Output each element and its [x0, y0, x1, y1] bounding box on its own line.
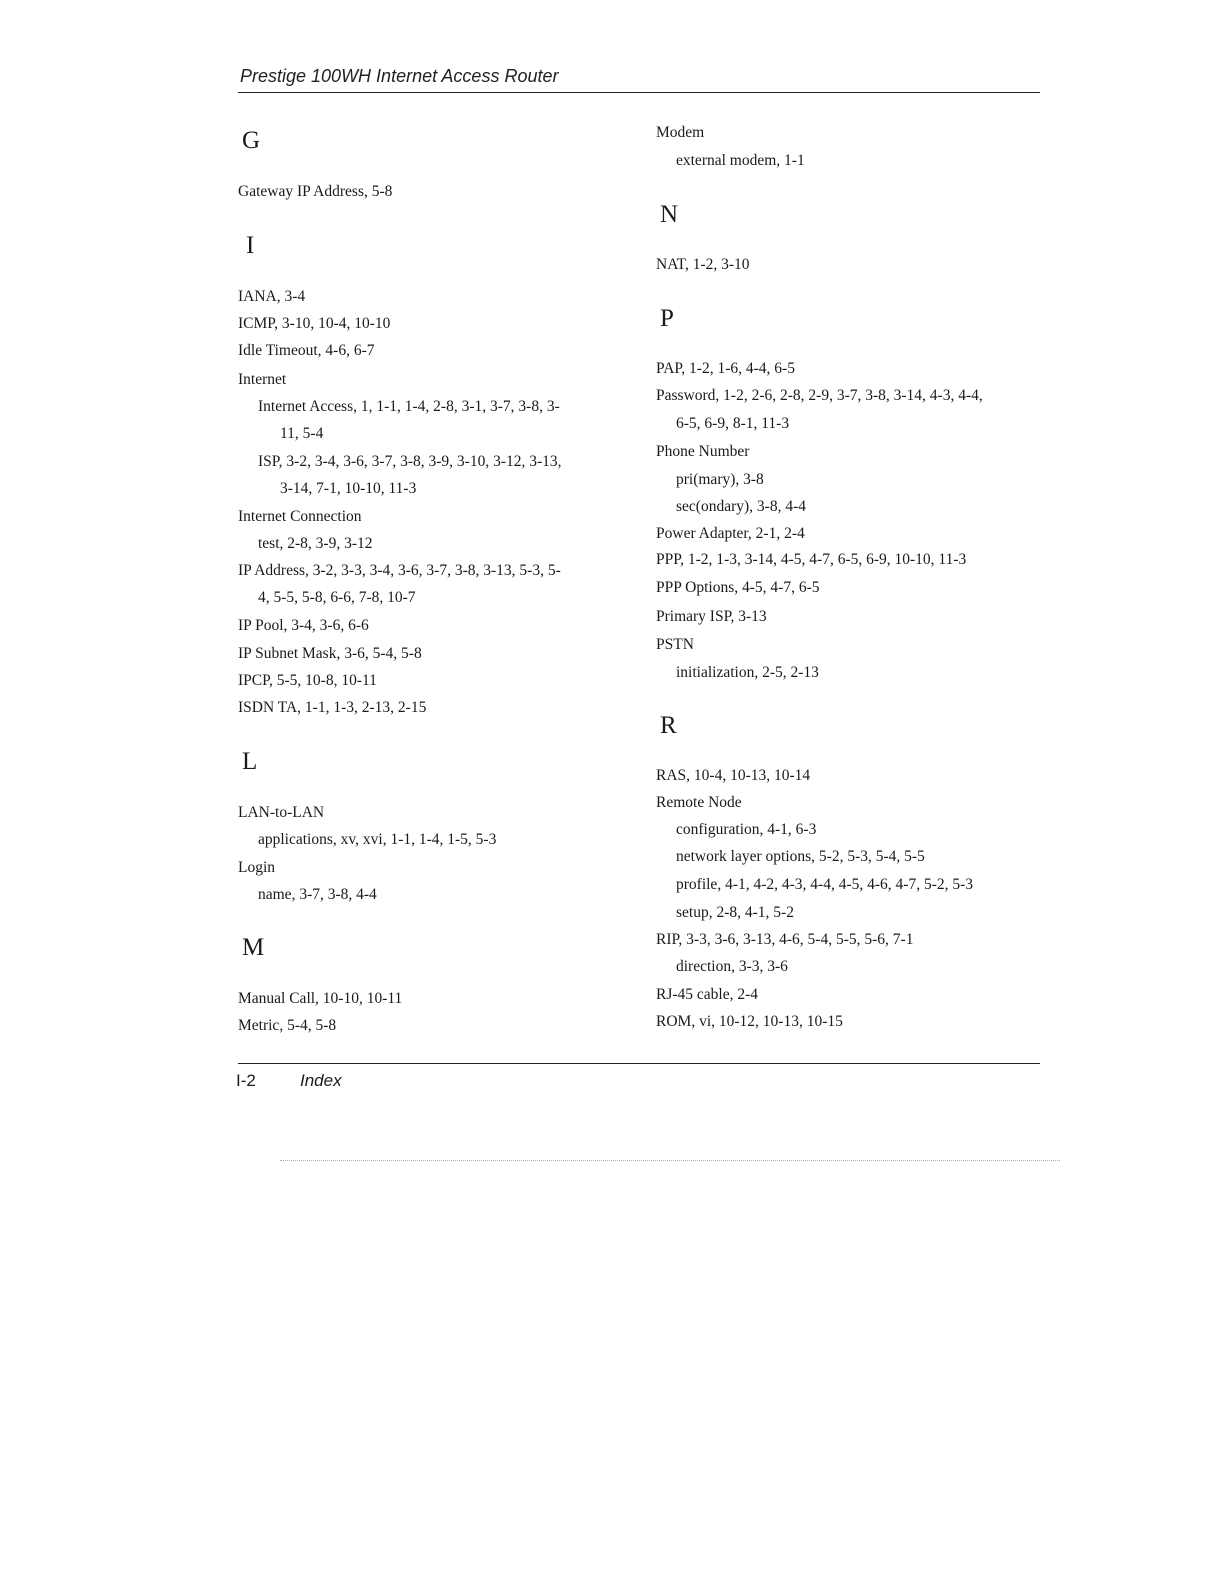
index-letter-heading: G — [242, 127, 261, 154]
footer-rule — [238, 1063, 1040, 1064]
footer-page-number: I-2 — [236, 1071, 256, 1090]
index-entry: Phone Number — [656, 443, 750, 460]
index-entry: IANA, 3-4 — [238, 288, 306, 305]
index-entry: Modem — [656, 124, 705, 141]
index-subentry: 4, 5-5, 5-8, 6-6, 7-8, 10-7 — [258, 589, 416, 606]
scan-artifact-dots — [280, 1160, 1060, 1161]
index-letter-heading: I — [246, 232, 255, 259]
index-entry: IP Pool, 3-4, 3-6, 6-6 — [238, 617, 369, 634]
index-subentry: applications, xv, xvi, 1-1, 1-4, 1-5, 5-3 — [258, 831, 497, 848]
index-entry: PPP, 1-2, 1-3, 3-14, 4-5, 4-7, 6-5, 6-9, 10-10, 11-3 — [656, 551, 967, 568]
index-letter-heading: M — [242, 934, 265, 961]
index-entry: Login — [238, 859, 276, 876]
index-entry: ROM, vi, 10-12, 10-13, 10-15 — [656, 1013, 843, 1030]
index-entry: RAS, 10-4, 10-13, 10-14 — [656, 767, 811, 784]
header-rule — [238, 92, 1040, 93]
index-entry: ISDN TA, 1-1, 1-3, 2-13, 2-15 — [238, 699, 427, 716]
index-subentry: profile, 4-1, 4-2, 4-3, 4-4, 4-5, 4-6, 4-7, 5-2, 5-3 — [676, 876, 974, 893]
index-entry: Metric, 5-4, 5-8 — [238, 1017, 337, 1034]
index-subentry: network layer options, 5-2, 5-3, 5-4, 5-5 — [676, 848, 925, 865]
index-entry: IP Address, 3-2, 3-3, 3-4, 3-6, 3-7, 3-8, 3-13, 5-3, 5- — [238, 562, 561, 579]
index-entry: Password, 1-2, 2-6, 2-8, 2-9, 3-7, 3-8, 3-14, 4-3, 4-4, — [656, 387, 983, 404]
index-entry: NAT, 1-2, 3-10 — [656, 256, 750, 273]
index-entry: IPCP, 5-5, 10-8, 10-11 — [238, 672, 377, 689]
index-entry: Primary ISP, 3-13 — [656, 608, 767, 625]
index-subentry: initialization, 2-5, 2-13 — [676, 664, 819, 681]
index-entry: Idle Timeout, 4-6, 6-7 — [238, 342, 375, 359]
index-entry: LAN-to-LAN — [238, 804, 325, 821]
index-subentry: 11, 5-4 — [280, 425, 324, 442]
index-entry: Gateway IP Address, 5-8 — [238, 183, 393, 200]
index-subentry: external modem, 1-1 — [676, 152, 805, 169]
header-title: Prestige 100WH Internet Access Router — [240, 66, 559, 86]
index-subentry: 3-14, 7-1, 10-10, 11-3 — [280, 480, 417, 497]
index-letter-heading: N — [660, 201, 679, 228]
index-entry: PSTN — [656, 636, 694, 653]
index-subentry: 6-5, 6-9, 8-1, 11-3 — [676, 415, 790, 432]
index-subentry: sec(ondary), 3-8, 4-4 — [676, 498, 806, 515]
index-subentry: direction, 3-3, 3-6 — [676, 958, 788, 975]
index-entry: Internet Connection — [238, 508, 362, 525]
index-entry: PPP Options, 4-5, 4-7, 6-5 — [656, 579, 820, 596]
index-entry: PAP, 1-2, 1-6, 4-4, 6-5 — [656, 360, 795, 377]
index-subentry: configuration, 4-1, 6-3 — [676, 821, 817, 838]
index-subentry: test, 2-8, 3-9, 3-12 — [258, 535, 373, 552]
index-subentry: ISP, 3-2, 3-4, 3-6, 3-7, 3-8, 3-9, 3-10, 3-12, 3-13, — [258, 453, 562, 470]
index-subentry: setup, 2-8, 4-1, 5-2 — [676, 904, 794, 921]
index-entry: Power Adapter, 2-1, 2-4 — [656, 525, 805, 542]
index-entry: RJ-45 cable, 2-4 — [656, 986, 759, 1003]
footer-section-title: Index — [300, 1071, 342, 1090]
index-subentry: name, 3-7, 3-8, 4-4 — [258, 886, 377, 903]
index-entry: ICMP, 3-10, 10-4, 10-10 — [238, 315, 391, 332]
index-letter-heading: P — [660, 305, 674, 332]
index-entry: Internet — [238, 371, 287, 388]
index-entry: IP Subnet Mask, 3-6, 5-4, 5-8 — [238, 645, 422, 662]
index-letter-heading: R — [660, 712, 677, 739]
index-entry: Remote Node — [656, 794, 742, 811]
index-subentry: pri(mary), 3-8 — [676, 471, 764, 488]
index-entry: Manual Call, 10-10, 10-11 — [238, 990, 403, 1007]
index-letter-heading: L — [242, 748, 258, 775]
index-subentry: Internet Access, 1, 1-1, 1-4, 2-8, 3-1, 3-7, 3-8, 3- — [258, 398, 560, 415]
index-entry: RIP, 3-3, 3-6, 3-13, 4-6, 5-4, 5-5, 5-6, 7-1 — [656, 931, 914, 948]
